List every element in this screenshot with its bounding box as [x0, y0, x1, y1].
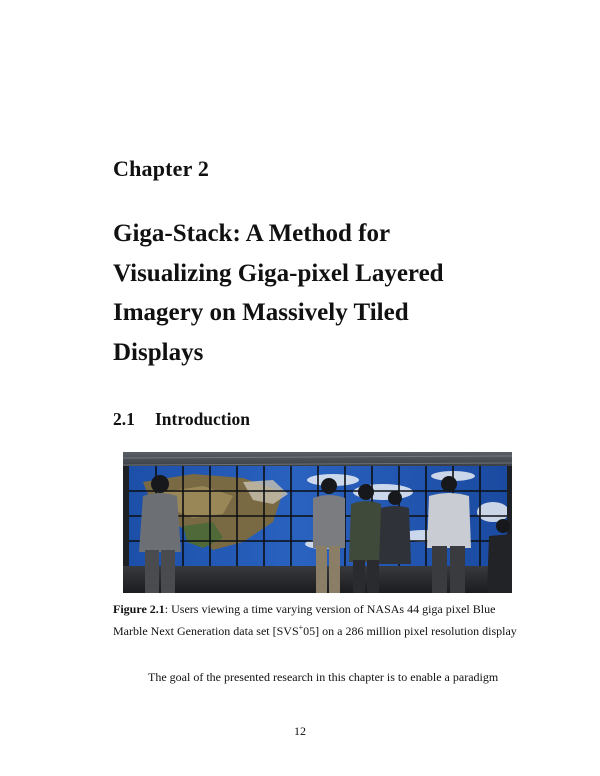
caption-superscript: +	[298, 622, 304, 632]
page-number: 12	[294, 724, 306, 738]
body-paragraph: The goal of the presented research in this chapter is to enable a paradigm	[148, 670, 499, 684]
chapter-title-line: Imagery on Massively Tiled	[113, 299, 409, 326]
chapter-label: Chapter 2	[113, 156, 210, 181]
section-heading	[113, 409, 250, 430]
chapter-title-line: Displays	[113, 338, 204, 366]
caption-text: Users viewing a time varying version of NASAs 44 giga pixel Blue	[171, 602, 496, 616]
figure-image	[123, 452, 512, 593]
caption-line: Figure 2.1: Users viewing a time varying version of NASAs 44 giga pixel Blue	[113, 602, 496, 616]
section-title: Introduction	[155, 409, 250, 429]
caption-line	[113, 619, 533, 641]
section-number: 2.1	[113, 409, 135, 429]
figure-caption	[113, 601, 533, 640]
figure-label: Figure 2.1	[113, 602, 165, 616]
chapter-title-line: Giga-Stack: A Method for	[113, 220, 391, 247]
chapter-title	[113, 214, 533, 372]
caption-text: Marble Next Generation data set [SVS	[113, 623, 299, 638]
chapter-title-line: Visualizing Giga-pixel Layered	[113, 259, 444, 287]
caption-text: 05] on a 286 million pixel resolution display	[303, 623, 517, 638]
